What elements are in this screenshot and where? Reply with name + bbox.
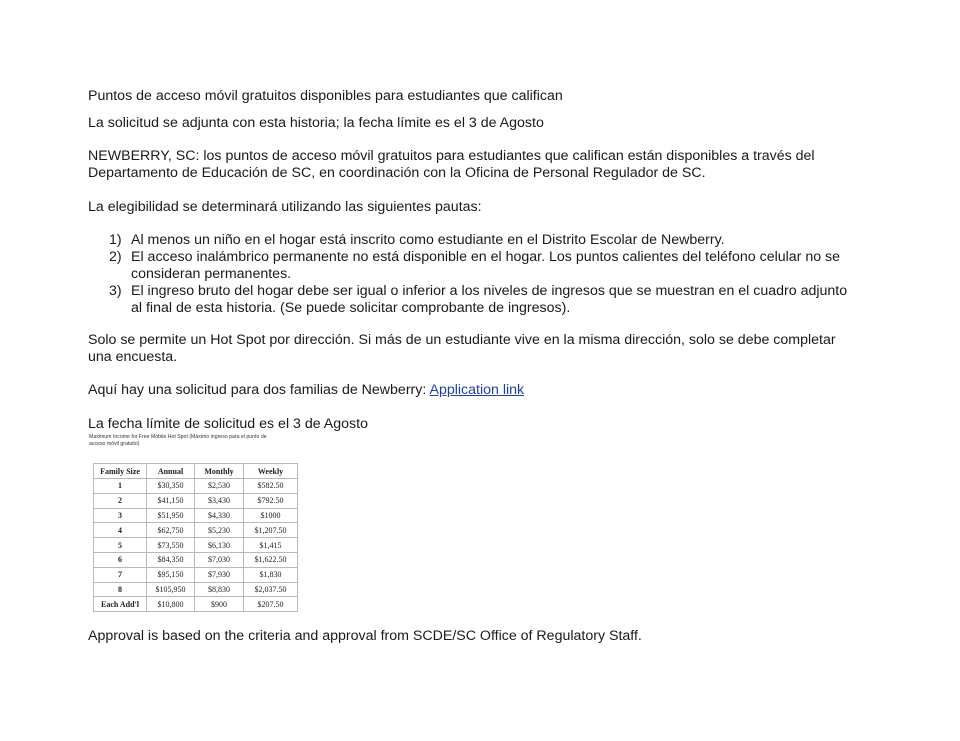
- cell-annual: $51,950: [147, 508, 195, 523]
- approval-text: Approval is based on the criteria and approval from SCDE/SC Office of Regulatory Staff.: [88, 628, 642, 644]
- cell-monthly: $7,030: [195, 552, 244, 567]
- cell-weekly: $1,207.50: [244, 523, 298, 538]
- header-family-size: Family Size: [94, 464, 147, 479]
- table-row: [94, 538, 298, 553]
- cell-annual: $73,550: [147, 538, 195, 553]
- criteria-text: El ingreso bruto del hogar debe ser igual o inferior a los niveles de ingresos que se muestran en el cuadro adjunto: [131, 283, 848, 299]
- cell-monthly: $7,930: [195, 567, 244, 582]
- cell-family-size: 1: [94, 479, 147, 494]
- cell-monthly: $8,830: [195, 582, 244, 597]
- cell-monthly: $900: [195, 597, 244, 612]
- cell-weekly: $582.50: [244, 479, 298, 494]
- cell-annual: $30,350: [147, 479, 195, 494]
- table-caption-line: acceso móvil gratuito): [89, 441, 140, 447]
- cell-annual: $105,950: [147, 582, 195, 597]
- table-row: [94, 479, 298, 494]
- cell-family-size: 6: [94, 552, 147, 567]
- application-paragraph: [88, 382, 524, 399]
- table-row: [94, 493, 298, 508]
- cell-annual: $41,150: [147, 493, 195, 508]
- table-row: [94, 552, 298, 567]
- cell-family-size: 2: [94, 493, 147, 508]
- cell-weekly: $792.50: [244, 493, 298, 508]
- criteria-list: [88, 232, 888, 317]
- header-annual: Annual: [147, 464, 195, 479]
- cell-family-size: 3: [94, 508, 147, 523]
- application-text: Aquí hay una solicitud para dos familias de Newberry:: [88, 382, 430, 398]
- criteria-number: 1): [109, 232, 122, 248]
- deadline-text: La fecha límite de solicitud es el 3 de Agosto: [88, 416, 368, 432]
- criteria-item: [88, 232, 888, 249]
- cell-weekly: $1,415: [244, 538, 298, 553]
- cell-monthly: $6,130: [195, 538, 244, 553]
- cell-family-size: Each Add'l: [94, 597, 147, 612]
- criteria-number: 3): [109, 283, 122, 299]
- table-row: [94, 582, 298, 597]
- cell-monthly: $2,530: [195, 479, 244, 494]
- cell-annual: $10,800: [147, 597, 195, 612]
- table-header-row: [94, 464, 298, 479]
- cell-family-size: 5: [94, 538, 147, 553]
- criteria-item: [88, 249, 888, 283]
- cell-annual: $84,350: [147, 552, 195, 567]
- cell-weekly: $207.50: [244, 597, 298, 612]
- hotspot-line-2: una encuesta.: [88, 349, 178, 365]
- article-title: Puntos de acceso móvil gratuitos disponibles para estudiantes que califican: [88, 88, 563, 104]
- table-caption-line: Maximum Income for Free Mobile Hot Spot (Máximo ingreso para el punto de: [89, 434, 267, 440]
- cell-annual: $95,150: [147, 567, 195, 582]
- cell-weekly: $1,622.50: [244, 552, 298, 567]
- cell-monthly: $3,430: [195, 493, 244, 508]
- cell-weekly: $1000: [244, 508, 298, 523]
- income-table: [93, 463, 298, 612]
- criteria-number: 2): [109, 249, 122, 265]
- cell-family-size: 4: [94, 523, 147, 538]
- cell-monthly: $4,330: [195, 508, 244, 523]
- criteria-text: consideran permanentes.: [131, 266, 292, 282]
- table-row: [94, 508, 298, 523]
- cell-monthly: $5,230: [195, 523, 244, 538]
- cell-weekly: $1,830: [244, 567, 298, 582]
- header-monthly: Monthly: [195, 464, 244, 479]
- table-row: [94, 597, 298, 612]
- cell-family-size: 7: [94, 567, 147, 582]
- table-row: [94, 567, 298, 582]
- intro-line-2: Departamento de Educación de SC, en coordinación con la Oficina de Personal Regulador de SC.: [88, 165, 706, 181]
- criteria-text: Al menos un niño en el hogar está inscrito como estudiante en el Distrito Escolar de Newberry.: [131, 232, 725, 248]
- cell-annual: $62,750: [147, 523, 195, 538]
- criteria-text: El acceso inalámbrico permanente no está disponible en el hogar. Los puntos calientes del teléfono celular no se: [131, 249, 841, 265]
- article-subtitle: La solicitud se adjunta con esta historia; la fecha límite es el 3 de Agosto: [88, 115, 544, 131]
- eligibility-intro: La elegibilidad se determinará utilizando las siguientes pautas:: [88, 199, 482, 215]
- cell-weekly: $2,037.50: [244, 582, 298, 597]
- criteria-text: al final de esta historia. (Se puede solicitar comprobante de ingresos).: [131, 300, 571, 316]
- criteria-item: [88, 283, 888, 317]
- hotspot-line-1: Solo se permite un Hot Spot por dirección. Si más de un estudiante vive en la misma dirección, solo se debe completar: [88, 332, 836, 348]
- cell-family-size: 8: [94, 582, 147, 597]
- header-weekly: Weekly: [244, 464, 298, 479]
- intro-line-1: NEWBERRY, SC: los puntos de acceso móvil gratuitos para estudiantes que califican están disponibles a través del: [88, 148, 815, 164]
- application-link[interactable]: Application link: [429, 382, 525, 398]
- table-caption: [89, 434, 309, 448]
- table-row: [94, 523, 298, 538]
